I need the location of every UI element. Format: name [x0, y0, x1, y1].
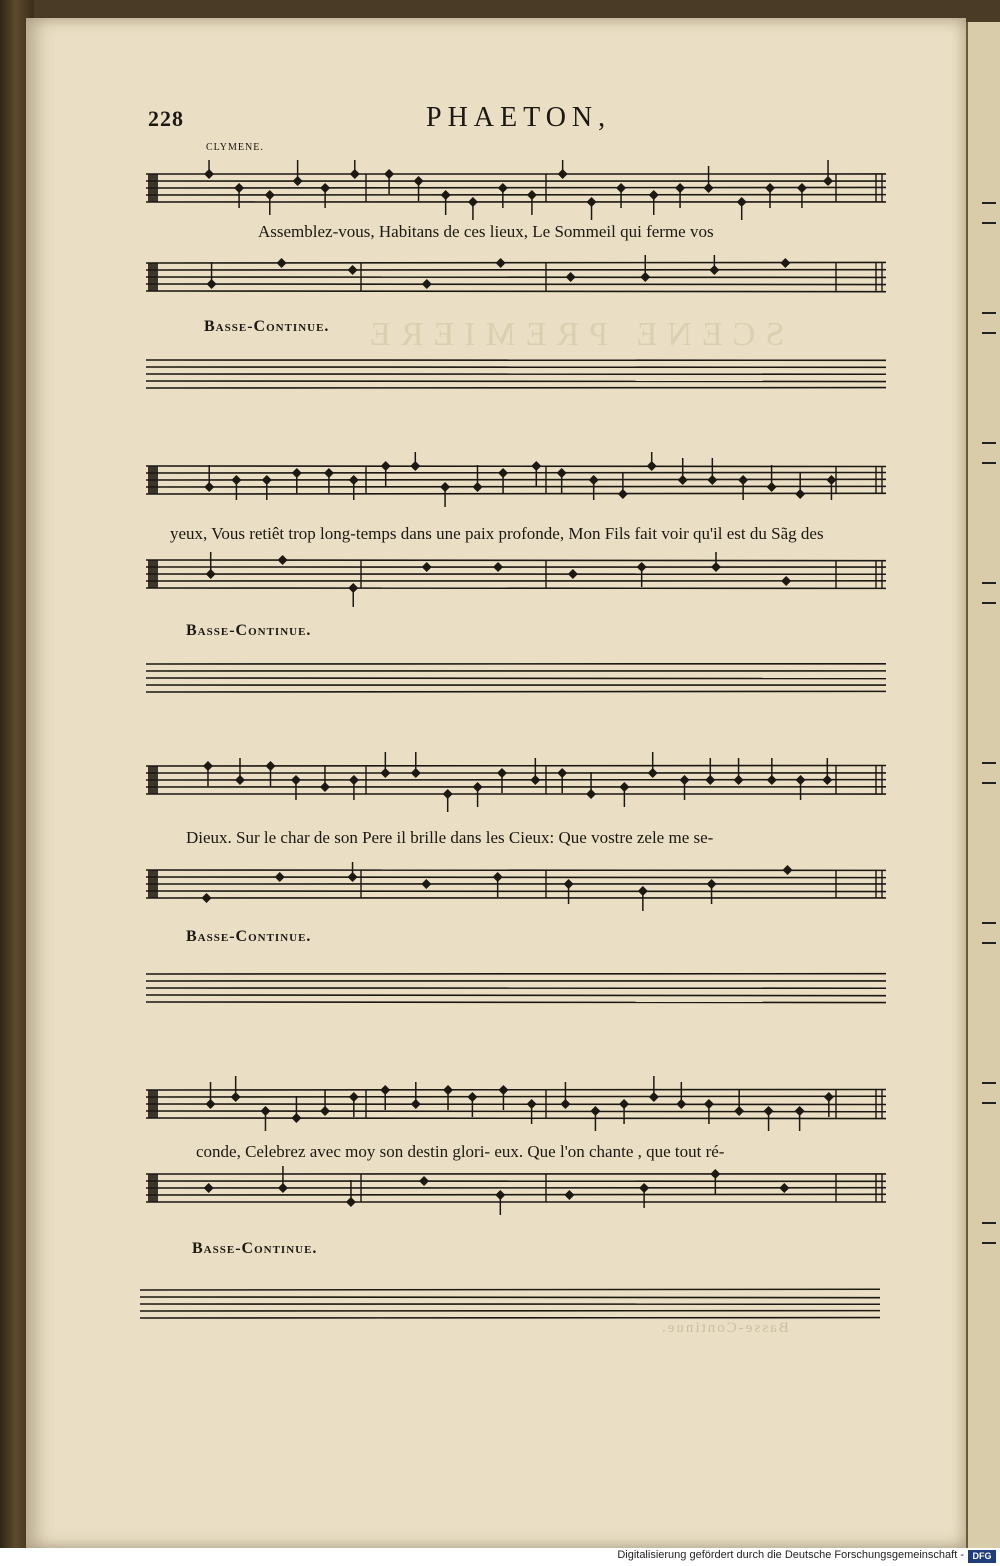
note-icon — [275, 872, 285, 882]
clef-icon — [148, 1174, 158, 1202]
note-icon — [782, 865, 792, 875]
facing-page-mark — [982, 442, 996, 464]
funding-credit: Digitalisierung gefördert durch die Deutsche Forschungsgemeinschaft - — [617, 1549, 964, 1561]
lyric-line: Assemblez-vous, Habitans de ces lieux, Le Sommeil qui ferme vos — [258, 222, 714, 241]
staff-line — [146, 1118, 886, 1119]
bass-staff — [146, 255, 886, 310]
facing-page-mark — [982, 762, 996, 784]
voice-staff — [146, 1076, 886, 1136]
voice-staff — [146, 752, 886, 812]
staff-line — [146, 1104, 886, 1105]
staff-line — [146, 678, 886, 679]
digitization-footer — [0, 1548, 1000, 1566]
clef-icon — [148, 174, 158, 202]
note-icon — [564, 1190, 574, 1200]
facing-page-mark — [982, 582, 996, 604]
note-icon — [566, 272, 576, 282]
note-icon — [278, 555, 288, 565]
note-icon — [780, 258, 790, 268]
note-icon — [779, 1183, 789, 1193]
note-icon — [422, 279, 432, 289]
clef-icon — [148, 560, 158, 588]
staff-line — [140, 1297, 880, 1298]
dfg-logo-icon: DFG — [968, 1550, 996, 1563]
staff-line — [146, 1096, 886, 1097]
lyric-line: conde, Celebrez avec moy son destin glori- eux. Que l'on chante , que tout ré- — [196, 1142, 725, 1161]
note-icon — [421, 879, 431, 889]
facing-page-edge — [966, 22, 1000, 1548]
show-through-text: Basse-Continue. — [660, 1320, 789, 1336]
clef-icon — [148, 466, 158, 494]
facing-page-mark — [982, 1222, 996, 1244]
clef-icon — [148, 766, 158, 794]
bass-staff — [146, 552, 886, 607]
staff-line — [146, 1111, 886, 1112]
bass-staff — [146, 862, 886, 917]
note-icon — [493, 562, 503, 572]
running-title: PHAETON, — [426, 102, 612, 133]
staff-line — [146, 691, 886, 692]
note-icon — [277, 258, 287, 268]
staff-line — [146, 1002, 886, 1003]
voice-staff — [146, 160, 886, 220]
staff-line — [146, 291, 886, 292]
lyric-line: Dieux. Sur le char de son Pere il brille dans les Cieux: Que vostre zele me se- — [186, 828, 714, 847]
staff-line — [146, 284, 886, 285]
facing-page-mark — [982, 202, 996, 224]
staff-line — [146, 381, 886, 382]
staff-line — [146, 995, 886, 996]
staff-line — [146, 765, 886, 766]
page-number: 228 — [148, 106, 184, 131]
clef-icon — [148, 263, 158, 291]
note-icon — [419, 1176, 429, 1186]
staff-line — [146, 479, 886, 480]
facing-page-mark — [982, 922, 996, 944]
staff-line — [140, 1289, 880, 1290]
bass-staff — [146, 1166, 886, 1221]
staff-line — [146, 560, 886, 561]
basse-continue-label: Basse-Continue. — [192, 1240, 318, 1257]
lyric-line: yeux, Vous retiêt trop long-temps dans une paix profonde, Mon Fils fait voir qu'il est du Sãg des — [170, 524, 824, 543]
empty-staff — [146, 352, 886, 407]
clef-icon — [148, 1090, 158, 1118]
note-icon — [568, 569, 578, 579]
facing-page-mark — [982, 1082, 996, 1104]
note-icon — [422, 562, 432, 572]
basse-continue-label: Basse-Continue. — [204, 318, 330, 335]
note-icon — [202, 893, 212, 903]
staff-line — [146, 262, 886, 263]
empty-staff — [146, 966, 886, 1021]
note-icon — [204, 1183, 214, 1193]
note-icon — [496, 258, 506, 268]
empty-staff — [146, 656, 886, 711]
staff-line — [146, 493, 886, 494]
clef-icon — [148, 870, 158, 898]
basse-continue-label: Basse-Continue. — [186, 622, 312, 639]
note-icon — [348, 265, 358, 275]
show-through-title: SCENE PREMIERE — [360, 316, 785, 353]
facing-page-mark — [982, 312, 996, 334]
basse-continue-label: Basse-Continue. — [186, 928, 312, 945]
voice-staff — [146, 452, 886, 512]
role-label: CLYMENE. — [206, 142, 264, 153]
staff-line — [146, 877, 886, 878]
staff-line — [146, 1194, 886, 1195]
staff-line — [146, 891, 886, 892]
staff-line — [146, 187, 886, 188]
note-icon — [781, 576, 791, 586]
